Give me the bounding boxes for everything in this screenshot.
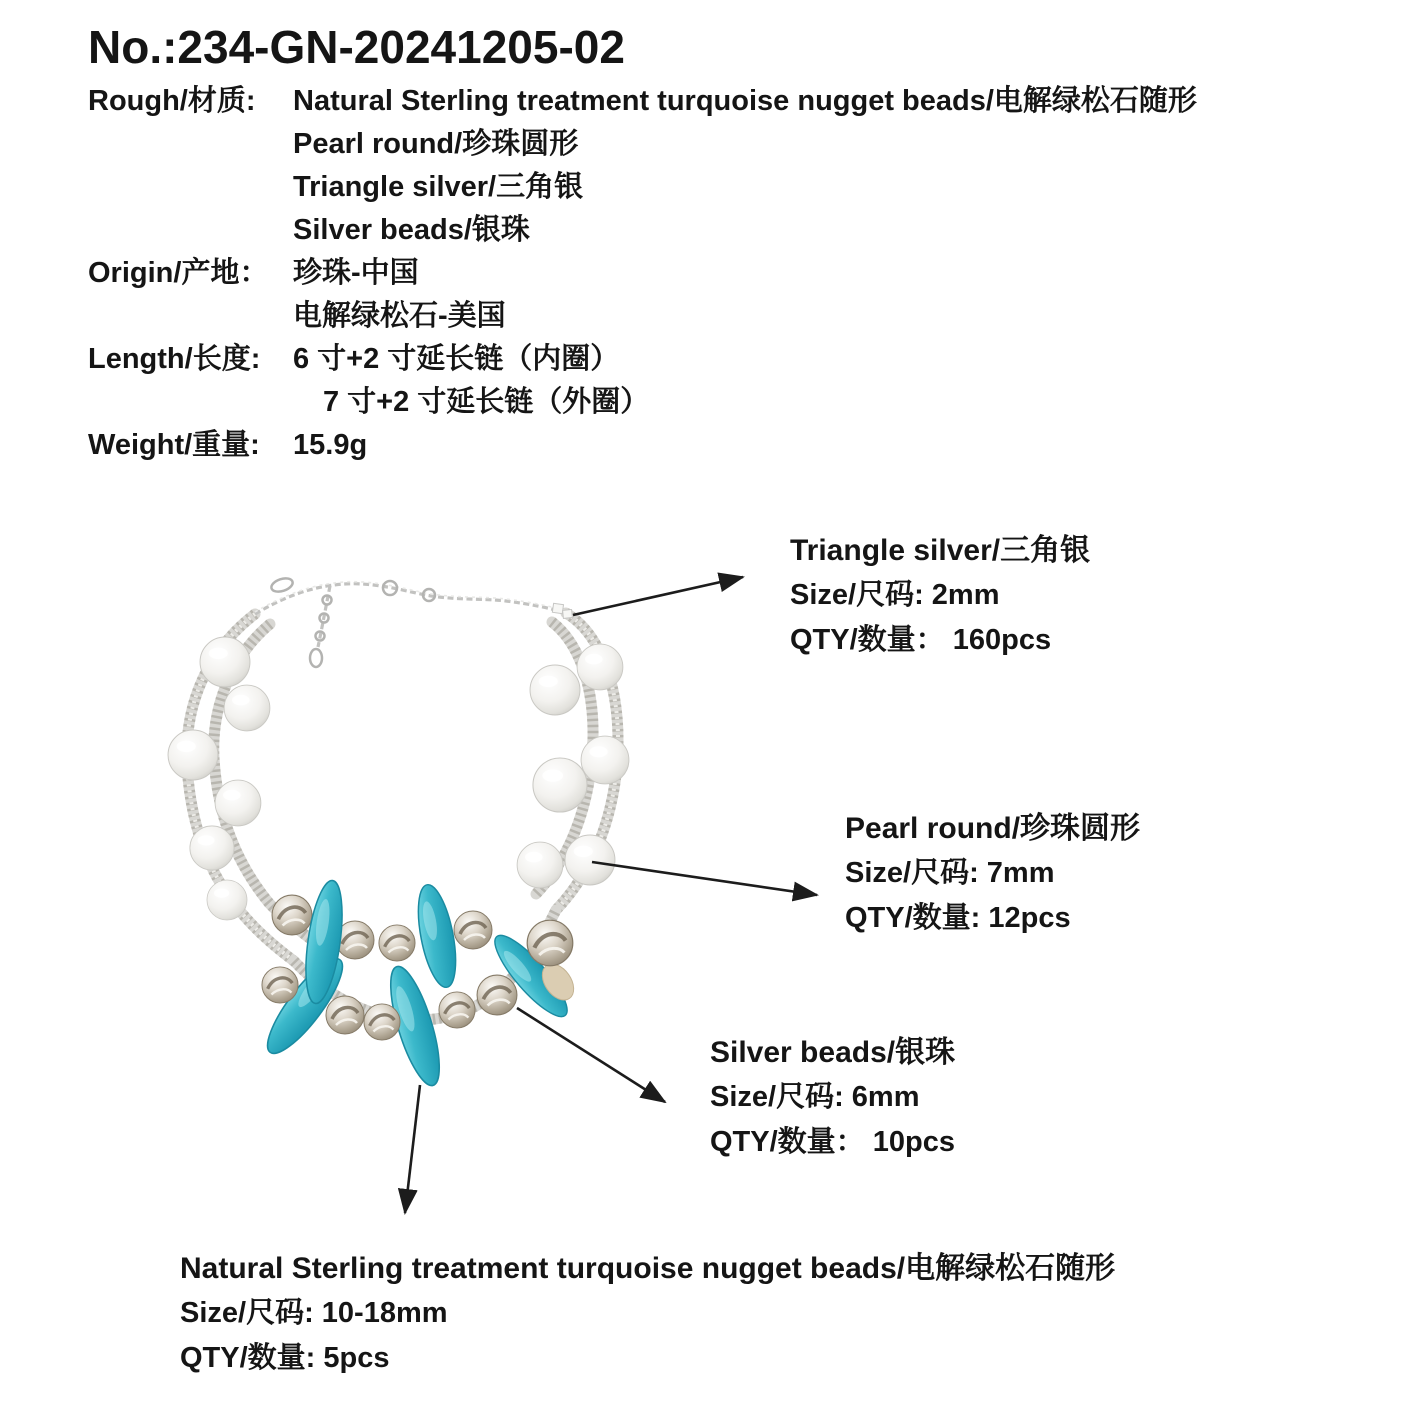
spec-value: Pearl round/珍珠圆形	[293, 128, 579, 160]
callout-title: Natural Sterling treatment turquoise nugget beads/电解绿松石随形	[180, 1252, 1116, 1285]
spec-label	[88, 123, 293, 166]
callout-turquoise-nuggets	[180, 1246, 1115, 1381]
spec-row-origin-2	[88, 295, 1197, 338]
callout-pearl-round	[845, 806, 1140, 941]
spec-label: Weight/重量:	[88, 429, 260, 461]
callout-silver-beads	[710, 1030, 955, 1165]
spec-value: Natural Sterling treatment turquoise nugget beads/电解绿松石随形	[293, 85, 1197, 117]
spec-value: 珍珠-中国	[293, 257, 419, 289]
callout-title: Pearl round/珍珠圆形	[845, 812, 1141, 845]
bracelet-photo	[150, 552, 710, 1152]
callout-title: Triangle silver/三角银	[790, 534, 1091, 567]
spec-label	[88, 209, 293, 252]
pearl-beads	[168, 637, 629, 920]
spec-value: 电解绿松石-美国	[293, 300, 506, 332]
callout-qty: QTY/数量： 160pcs	[790, 624, 1052, 656]
spec-row-weight	[88, 424, 1197, 467]
spec-table	[88, 80, 1197, 467]
spec-label: Origin/产地：	[88, 257, 269, 289]
triangle-silver-bead	[552, 603, 563, 613]
callout-qty: QTY/数量: 5pcs	[180, 1342, 390, 1374]
spec-row-origin	[88, 252, 1197, 295]
callout-size: Size/尺码: 7mm	[845, 857, 1055, 889]
spec-value: 15.9g	[293, 429, 368, 461]
callout-qty: QTY/数量: 12pcs	[845, 902, 1071, 934]
spec-value: 7 寸+2 寸延长链（外圈）	[323, 386, 650, 418]
spec-label: Rough/材质:	[88, 85, 256, 117]
doc-number: No.:234-GN-20241205-02	[88, 21, 625, 73]
spec-value: Silver beads/银珠	[293, 214, 530, 246]
callout-size: Size/尺码: 10-18mm	[180, 1297, 448, 1329]
spec-row-length	[88, 338, 1197, 381]
spec-row-length-2	[88, 381, 1197, 424]
callout-size: Size/尺码: 6mm	[710, 1081, 920, 1113]
callout-triangle-silver	[790, 528, 1090, 663]
spec-label	[88, 295, 293, 338]
spec-label: Length/长度:	[88, 343, 261, 375]
lobster-clasp	[270, 576, 295, 594]
spec-value: 6 寸+2 寸延长链（内圈）	[293, 343, 620, 375]
triangle-silver-bead	[563, 609, 573, 618]
extender-hook	[310, 649, 322, 667]
callout-qty: QTY/数量： 10pcs	[710, 1126, 955, 1158]
spec-label	[88, 381, 293, 424]
callout-title: Silver beads/银珠	[710, 1036, 956, 1069]
spec-row-material-4	[88, 209, 1197, 252]
spec-label	[88, 166, 293, 209]
spec-value: Triangle silver/三角银	[293, 171, 584, 203]
spec-row-rough	[88, 80, 1197, 123]
spec-row-material-3	[88, 166, 1197, 209]
spec-row-material-2	[88, 123, 1197, 166]
callout-size: Size/尺码: 2mm	[790, 579, 1000, 611]
clasp-chain	[255, 576, 572, 667]
